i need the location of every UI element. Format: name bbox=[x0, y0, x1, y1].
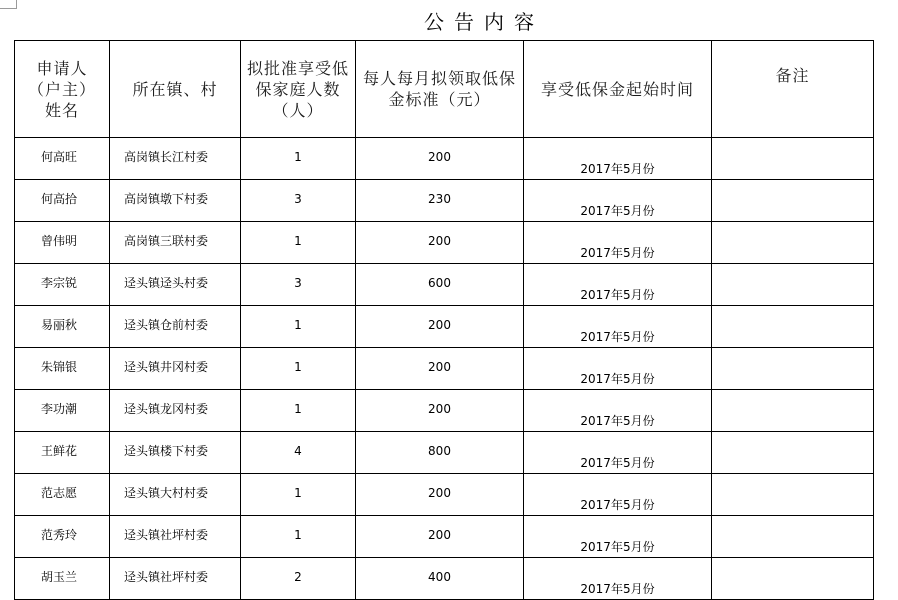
cell-note bbox=[712, 516, 874, 558]
cell-household-count: 3 bbox=[241, 180, 356, 222]
cell-household-count: 1 bbox=[241, 138, 356, 180]
cell-applicant-name: 何高旺 bbox=[15, 138, 110, 180]
cell-applicant-name: 范志愿 bbox=[15, 474, 110, 516]
table-row bbox=[15, 348, 874, 390]
cell-town-village: 迳头镇龙冈村委 bbox=[110, 390, 241, 432]
table-row bbox=[15, 516, 874, 558]
cell-applicant-name: 何高拾 bbox=[15, 180, 110, 222]
cell-monthly-standard: 200 bbox=[356, 348, 524, 390]
table-row bbox=[15, 558, 874, 600]
cell-household-count: 1 bbox=[241, 348, 356, 390]
cell-note bbox=[712, 138, 874, 180]
cell-household-count: 1 bbox=[241, 474, 356, 516]
table-row bbox=[15, 222, 874, 264]
cell-start-time: 2017年5月份 bbox=[524, 180, 712, 222]
cell-monthly-standard: 200 bbox=[356, 306, 524, 348]
cell-town-village: 迳头镇大村村委 bbox=[110, 474, 241, 516]
cell-household-count: 1 bbox=[241, 390, 356, 432]
cell-applicant-name: 胡玉兰 bbox=[15, 558, 110, 600]
cell-note bbox=[712, 222, 874, 264]
cell-note bbox=[712, 474, 874, 516]
cell-start-time: 2017年5月份 bbox=[524, 264, 712, 306]
table-row bbox=[15, 432, 874, 474]
cell-town-village: 高岗镇三联村委 bbox=[110, 222, 241, 264]
cell-monthly-standard: 600 bbox=[356, 264, 524, 306]
header-monthly-standard: 每人每月拟领取低保金标准（元） bbox=[356, 41, 524, 138]
cell-town-village: 迳头镇迳头村委 bbox=[110, 264, 241, 306]
cell-applicant-name: 范秀玲 bbox=[15, 516, 110, 558]
cell-note bbox=[712, 180, 874, 222]
cell-monthly-standard: 800 bbox=[356, 432, 524, 474]
cell-start-time: 2017年5月份 bbox=[524, 222, 712, 264]
table-row bbox=[15, 138, 874, 180]
cell-household-count: 2 bbox=[241, 558, 356, 600]
cell-note bbox=[712, 306, 874, 348]
header-applicant-name: 申请人（户主）姓名 bbox=[15, 41, 110, 138]
cell-town-village: 迳头镇井冈村委 bbox=[110, 348, 241, 390]
cell-start-time: 2017年5月份 bbox=[524, 138, 712, 180]
table-row bbox=[15, 390, 874, 432]
cell-note bbox=[712, 348, 874, 390]
cell-monthly-standard: 200 bbox=[356, 516, 524, 558]
announcement-table bbox=[14, 40, 874, 600]
cell-start-time: 2017年5月份 bbox=[524, 516, 712, 558]
table-row bbox=[15, 180, 874, 222]
cell-town-village: 迳头镇楼下村委 bbox=[110, 432, 241, 474]
cell-town-village: 迳头镇社坪村委 bbox=[110, 516, 241, 558]
cell-household-count: 1 bbox=[241, 306, 356, 348]
header-household-count: 拟批准享受低保家庭人数（人） bbox=[241, 41, 356, 138]
cell-applicant-name: 王鲜花 bbox=[15, 432, 110, 474]
table-row bbox=[15, 474, 874, 516]
cell-applicant-name: 曾伟明 bbox=[15, 222, 110, 264]
page-title: 公告内容 bbox=[424, 10, 544, 34]
cell-town-village: 高岗镇墩下村委 bbox=[110, 180, 241, 222]
cell-household-count: 4 bbox=[241, 432, 356, 474]
header-note: 备注 bbox=[712, 41, 874, 138]
cell-town-village: 迳头镇仓前村委 bbox=[110, 306, 241, 348]
cell-monthly-standard: 400 bbox=[356, 558, 524, 600]
header-town-village: 所在镇、村 bbox=[110, 41, 241, 138]
corner-marker bbox=[0, 0, 17, 9]
cell-monthly-standard: 200 bbox=[356, 138, 524, 180]
cell-start-time: 2017年5月份 bbox=[524, 390, 712, 432]
cell-monthly-standard: 200 bbox=[356, 390, 524, 432]
table-header-row bbox=[15, 41, 874, 138]
cell-monthly-standard: 200 bbox=[356, 474, 524, 516]
cell-note bbox=[712, 432, 874, 474]
cell-start-time: 2017年5月份 bbox=[524, 348, 712, 390]
cell-start-time: 2017年5月份 bbox=[524, 558, 712, 600]
table-row bbox=[15, 306, 874, 348]
cell-start-time: 2017年5月份 bbox=[524, 474, 712, 516]
table-row bbox=[15, 264, 874, 306]
cell-town-village: 迳头镇社坪村委 bbox=[110, 558, 241, 600]
cell-note bbox=[712, 558, 874, 600]
cell-town-village: 高岗镇长江村委 bbox=[110, 138, 241, 180]
cell-household-count: 1 bbox=[241, 516, 356, 558]
cell-note bbox=[712, 390, 874, 432]
header-start-time: 享受低保金起始时间 bbox=[524, 41, 712, 138]
cell-applicant-name: 李功潮 bbox=[15, 390, 110, 432]
cell-monthly-standard: 230 bbox=[356, 180, 524, 222]
cell-note bbox=[712, 264, 874, 306]
table-body bbox=[15, 138, 874, 600]
cell-applicant-name: 朱锦银 bbox=[15, 348, 110, 390]
cell-start-time: 2017年5月份 bbox=[524, 306, 712, 348]
cell-monthly-standard: 200 bbox=[356, 222, 524, 264]
cell-start-time: 2017年5月份 bbox=[524, 432, 712, 474]
cell-household-count: 3 bbox=[241, 264, 356, 306]
cell-household-count: 1 bbox=[241, 222, 356, 264]
cell-applicant-name: 易丽秋 bbox=[15, 306, 110, 348]
cell-applicant-name: 李宗锐 bbox=[15, 264, 110, 306]
